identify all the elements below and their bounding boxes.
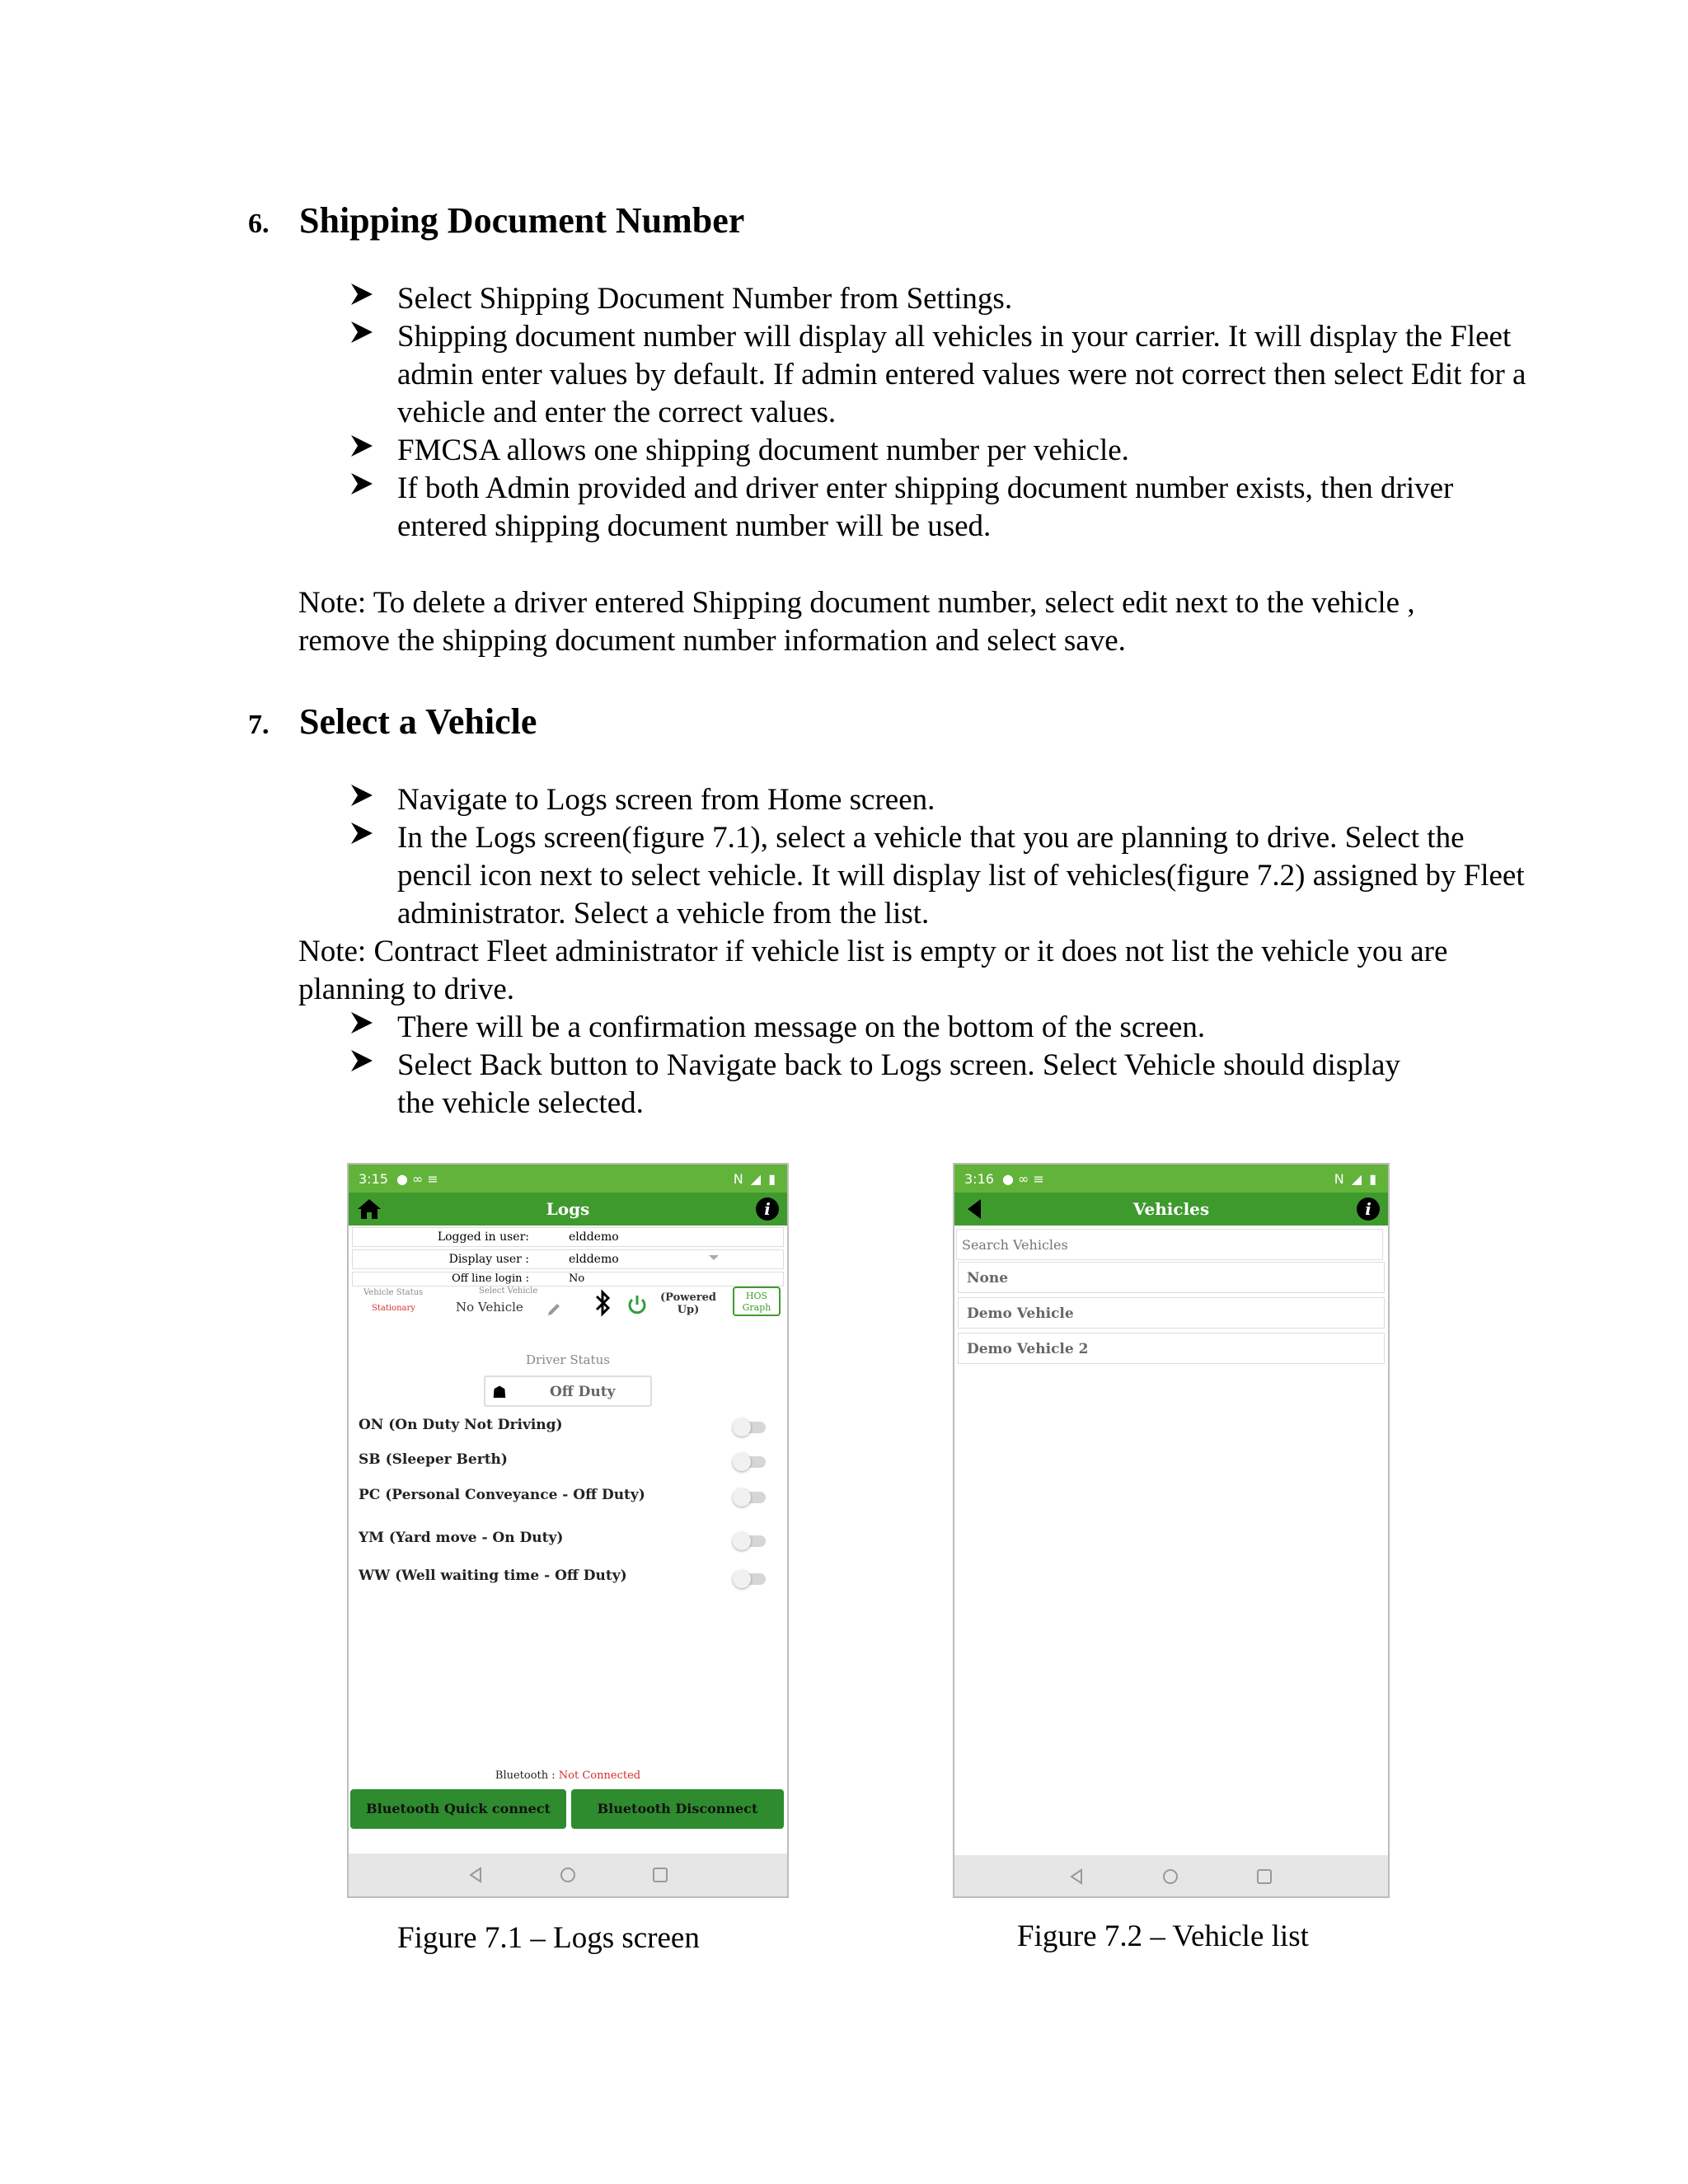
search-vehicles-input[interactable]: [956, 1229, 1383, 1260]
section-7-note: Note: Contract Fleet administrator if vehicle list is empty or it does not list the vehicle you are planning to drive.: [298, 935, 1448, 1006]
figure-7-2-caption: Figure 7.2 – Vehicle list: [1017, 1919, 1309, 1953]
vehicle-list-item[interactable]: Demo Vehicle 2: [958, 1333, 1385, 1364]
notification-icons: ● ∞ ≡: [1001, 1170, 1044, 1187]
bluetooth-icon[interactable]: [593, 1288, 612, 1318]
toggle-personal-conveyance[interactable]: [734, 1492, 766, 1503]
bluetooth-status: [349, 1769, 787, 1782]
section-number: 7.: [248, 710, 270, 740]
bluetooth-quick-connect-button[interactable]: Bluetooth Quick connect: [350, 1789, 566, 1829]
section-number: 6.: [248, 209, 270, 239]
back-nav-icon[interactable]: [1067, 1867, 1086, 1886]
list-item: [349, 1047, 1428, 1122]
info-icon[interactable]: i: [756, 1197, 779, 1221]
bullet-text: FMCSA allows one shipping document number per vehicle.: [397, 434, 1129, 467]
app-bar: [349, 1193, 787, 1226]
recents-nav-icon[interactable]: [650, 1865, 670, 1885]
bluetooth-label: Bluetooth :: [495, 1769, 556, 1782]
powered-up-status: (Powered Up): [660, 1291, 716, 1316]
bullet-text: Shipping document number will display all vehicles in your carrier. It will display the Fleet admin enter values by default. If admin entered values were not correct then select Edit for a vehicle and enter the correct values.: [397, 320, 1526, 429]
home-nav-icon[interactable]: [558, 1865, 578, 1885]
section-title: Select a Vehicle: [299, 701, 537, 742]
select-vehicle-value: No Vehicle: [456, 1300, 523, 1315]
duty-option-ww: WW (Well waiting time - Off Duty): [359, 1568, 627, 1584]
row-label: Logged in user:: [437, 1230, 529, 1244]
list-item: [349, 318, 1535, 432]
row-label: Display user :: [448, 1253, 529, 1266]
vehicle-status-value: Stationary: [372, 1304, 415, 1313]
bluetooth-disconnect-button[interactable]: Bluetooth Disconnect: [571, 1789, 784, 1829]
section-title: Shipping Document Number: [299, 200, 745, 241]
arrow-bullet-icon: [349, 1010, 374, 1035]
select-vehicle-label: Select Vehicle: [479, 1286, 538, 1296]
section-6-note: Note: To delete a driver entered Shipping document number, select edit next to the vehicle , remove the shipping document number information and select save.: [298, 586, 1415, 658]
list-item: [349, 470, 1535, 546]
android-nav-bar: [349, 1854, 787, 1896]
logged-in-user-row: [352, 1227, 784, 1247]
status-bar: [954, 1165, 1388, 1193]
section-6-heading: [248, 199, 744, 241]
power-icon[interactable]: [626, 1293, 649, 1316]
list-item: [349, 432, 1535, 470]
clock: 3:15: [359, 1170, 388, 1187]
screen-title: Logs: [546, 1199, 590, 1219]
bullet-text: If both Admin provided and driver enter shipping document number exists, then driver entered shipping document number will be used.: [397, 471, 1454, 543]
off-duty-status-button[interactable]: [484, 1376, 652, 1407]
driver-icon: ☗: [492, 1382, 507, 1402]
hos-graph-button[interactable]: HOS Graph: [733, 1286, 781, 1316]
arrow-bullet-icon: [349, 1048, 374, 1073]
list-item: [349, 280, 1535, 318]
bluetooth-button-bar: [350, 1789, 785, 1829]
toggle-well-waiting[interactable]: [734, 1573, 766, 1585]
off-duty-label: Off Duty: [550, 1384, 616, 1400]
android-nav-bar: [954, 1855, 1388, 1896]
toggle-yard-move[interactable]: [734, 1535, 766, 1547]
duty-option-sb: SB (Sleeper Berth): [359, 1451, 508, 1468]
arrow-bullet-icon: [349, 783, 374, 808]
status-bar: [349, 1165, 787, 1193]
app-bar: [954, 1193, 1388, 1226]
row-value: No: [569, 1272, 585, 1285]
section-7-heading: [248, 701, 537, 743]
bullet-text: There will be a confirmation message on the bottom of the screen.: [397, 1010, 1206, 1044]
pencil-icon[interactable]: [546, 1300, 563, 1316]
duty-option-pc: PC (Personal Conveyance - Off Duty): [359, 1487, 645, 1503]
list-item: [349, 819, 1535, 933]
clock: 3:16: [964, 1170, 994, 1187]
notification-icons: ● ∞ ≡: [396, 1170, 438, 1187]
bullet-text: Select Back button to Navigate back to Logs screen. Select Vehicle should display the vehicle selected.: [397, 1048, 1400, 1120]
row-value: elddemo: [569, 1253, 619, 1266]
vehicle-list-item[interactable]: Demo Vehicle: [958, 1297, 1385, 1329]
logs-screen-figure: [347, 1163, 789, 1898]
bullet-text: In the Logs screen(figure 7.1), select a vehicle that you are planning to drive. Select the pencil icon next to select vehicle. It will display list of vehicles(figure 7.2) assigned by Fleet administrator. Select a vehicle from the list.: [397, 821, 1525, 930]
bullet-text: Navigate to Logs screen from Home screen.: [397, 783, 935, 817]
toggle-sleeper-berth[interactable]: [734, 1456, 766, 1468]
driver-status-label: Driver Status: [526, 1352, 610, 1367]
bullet-text: Select Shipping Document Number from Settings.: [397, 282, 1013, 316]
bluetooth-value: Not Connected: [558, 1769, 641, 1782]
vehicles-screen-figure: [953, 1163, 1390, 1898]
display-user-dropdown[interactable]: [352, 1249, 784, 1269]
recents-nav-icon[interactable]: [1254, 1867, 1274, 1886]
figure-7-1-caption: Figure 7.1 – Logs screen: [397, 1921, 700, 1955]
row-value: elddemo: [569, 1230, 619, 1244]
vehicle-status-label: Vehicle Status: [363, 1288, 424, 1297]
home-nav-icon[interactable]: [1160, 1867, 1180, 1886]
offline-login-row: [352, 1272, 784, 1286]
vehicle-list-item[interactable]: None: [958, 1262, 1385, 1293]
arrow-bullet-icon: [349, 821, 374, 846]
toggle-on-duty[interactable]: [734, 1422, 766, 1433]
back-nav-icon[interactable]: [466, 1865, 485, 1885]
screen-title: Vehicles: [1132, 1199, 1210, 1219]
duty-option-ym: YM (Yard move - On Duty): [359, 1530, 564, 1546]
list-item: [349, 1009, 1535, 1047]
duty-option-on: ON (On Duty Not Driving): [359, 1417, 563, 1433]
list-item: [349, 781, 1535, 819]
chevron-down-icon: [709, 1255, 719, 1260]
system-icons: N ◢ ▮: [733, 1170, 777, 1187]
arrow-bullet-icon: [349, 282, 374, 307]
system-icons: N ◢ ▮: [1334, 1170, 1378, 1187]
row-label: Off line login :: [452, 1272, 529, 1285]
arrow-bullet-icon: [349, 320, 374, 344]
arrow-bullet-icon: [349, 434, 374, 458]
arrow-bullet-icon: [349, 471, 374, 496]
info-icon[interactable]: i: [1357, 1197, 1380, 1221]
